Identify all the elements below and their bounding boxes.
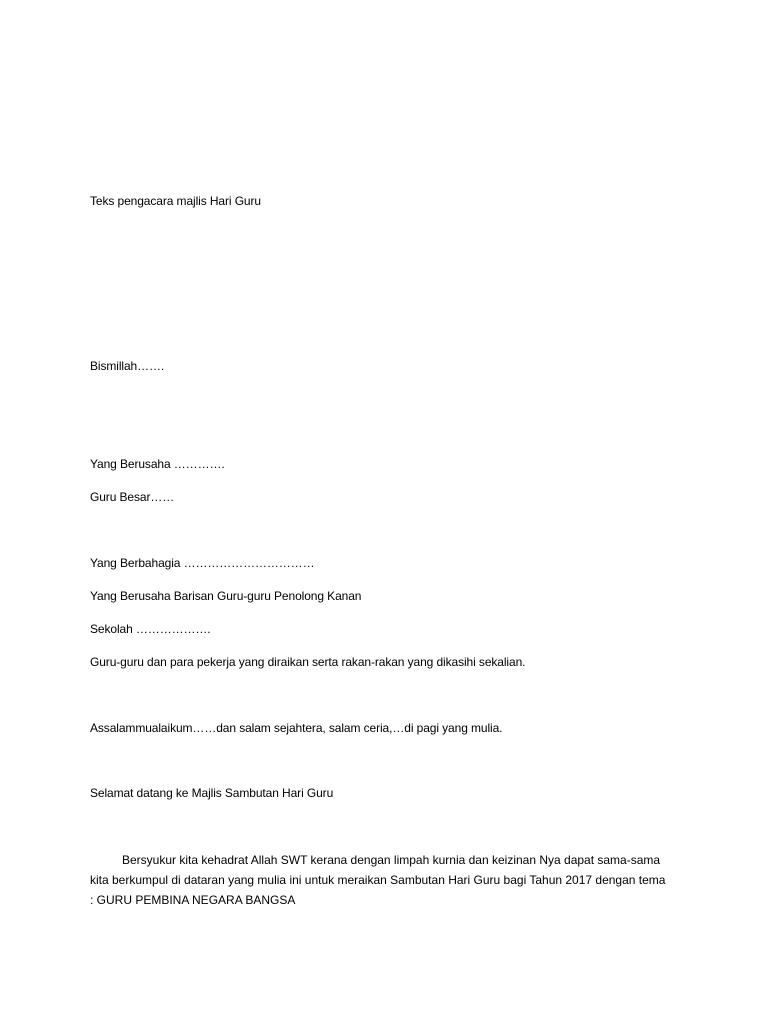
salutation-line: Yang Berusaha Barisan Guru-guru Penolong Kanan	[90, 589, 362, 603]
salutation-line: Yang Berbahagia ……………………………	[90, 556, 315, 570]
salutation-line: Sekolah ……………….	[90, 622, 211, 636]
body-paragraph	[90, 850, 670, 910]
body-paragraph-text: Bersyukur kita kehadrat Allah SWT kerana dengan limpah kurnia dan keizinan Nya dapat sama-sama kita berkumpul di dataran yang mulia ini untuk meraikan Sambutan Hari Guru bagi Tahun 2017 dengan tema : GURU PEMBINA NEGARA BANGSA	[90, 853, 666, 907]
welcome-line: Selamat datang ke Majlis Sambutan Hari Guru	[90, 786, 334, 800]
document-title: Teks pengacara majlis Hari Guru	[90, 194, 261, 208]
salutation-line: Guru-guru dan para pekerja yang diraikan serta rakan-rakan yang dikasihi sekalian.	[90, 655, 526, 669]
salutation-line: Guru Besar……	[90, 490, 175, 504]
opening-line: Bismillah…….	[90, 359, 165, 373]
salutation-line: Yang Berusaha ………….	[90, 457, 225, 471]
greeting-line: Assalammualaikum……dan salam sejahtera, salam ceria,…di pagi yang mulia.	[90, 721, 503, 735]
